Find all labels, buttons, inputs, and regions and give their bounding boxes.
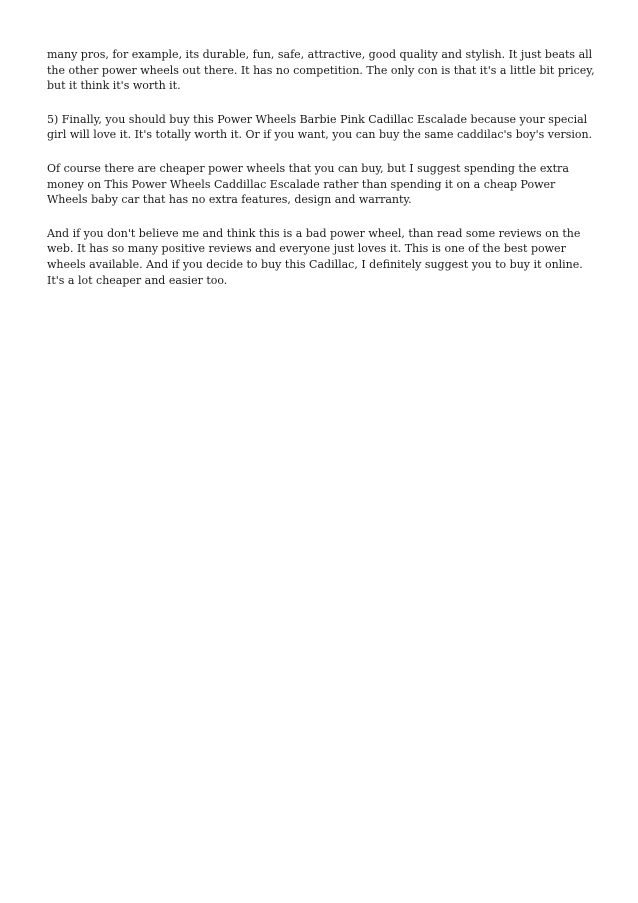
paragraph-reviews: And if you don't believe me and think this is a bad power wheel, than read some reviews on the web. It has so many positive reviews and everyone just loves it. This is one of the best power wheels available. And if you decide to buy this Cadillac, I definitely suggest you to buy it online. It's a lot cheaper and easier too. xyxy=(47,226,583,287)
paragraph-reason-5: 5) Finally, you should buy this Power Wheels Barbie Pink Cadillac Escalade because your special girl will love it. It's totally worth it. Or if you want, you can buy the same caddilac's boy's version. xyxy=(47,112,593,142)
document-body xyxy=(47,47,595,306)
paragraph-pros-cons: many pros, for example, its durable, fun, safe, attractive, good quality and stylish. It just beats all the other power wheels out there. It has no competition. The only con is that it's a little bit pricey, but it think it's worth it. xyxy=(47,48,595,93)
paragraph-cheaper-alternatives: Of course there are cheaper power wheels that you can buy, but I suggest spending the extra money on This Power Wheels Caddillac Escalade rather than spending it on a cheap Power Wheels baby car that has no extra features, design and warranty. xyxy=(47,161,569,207)
